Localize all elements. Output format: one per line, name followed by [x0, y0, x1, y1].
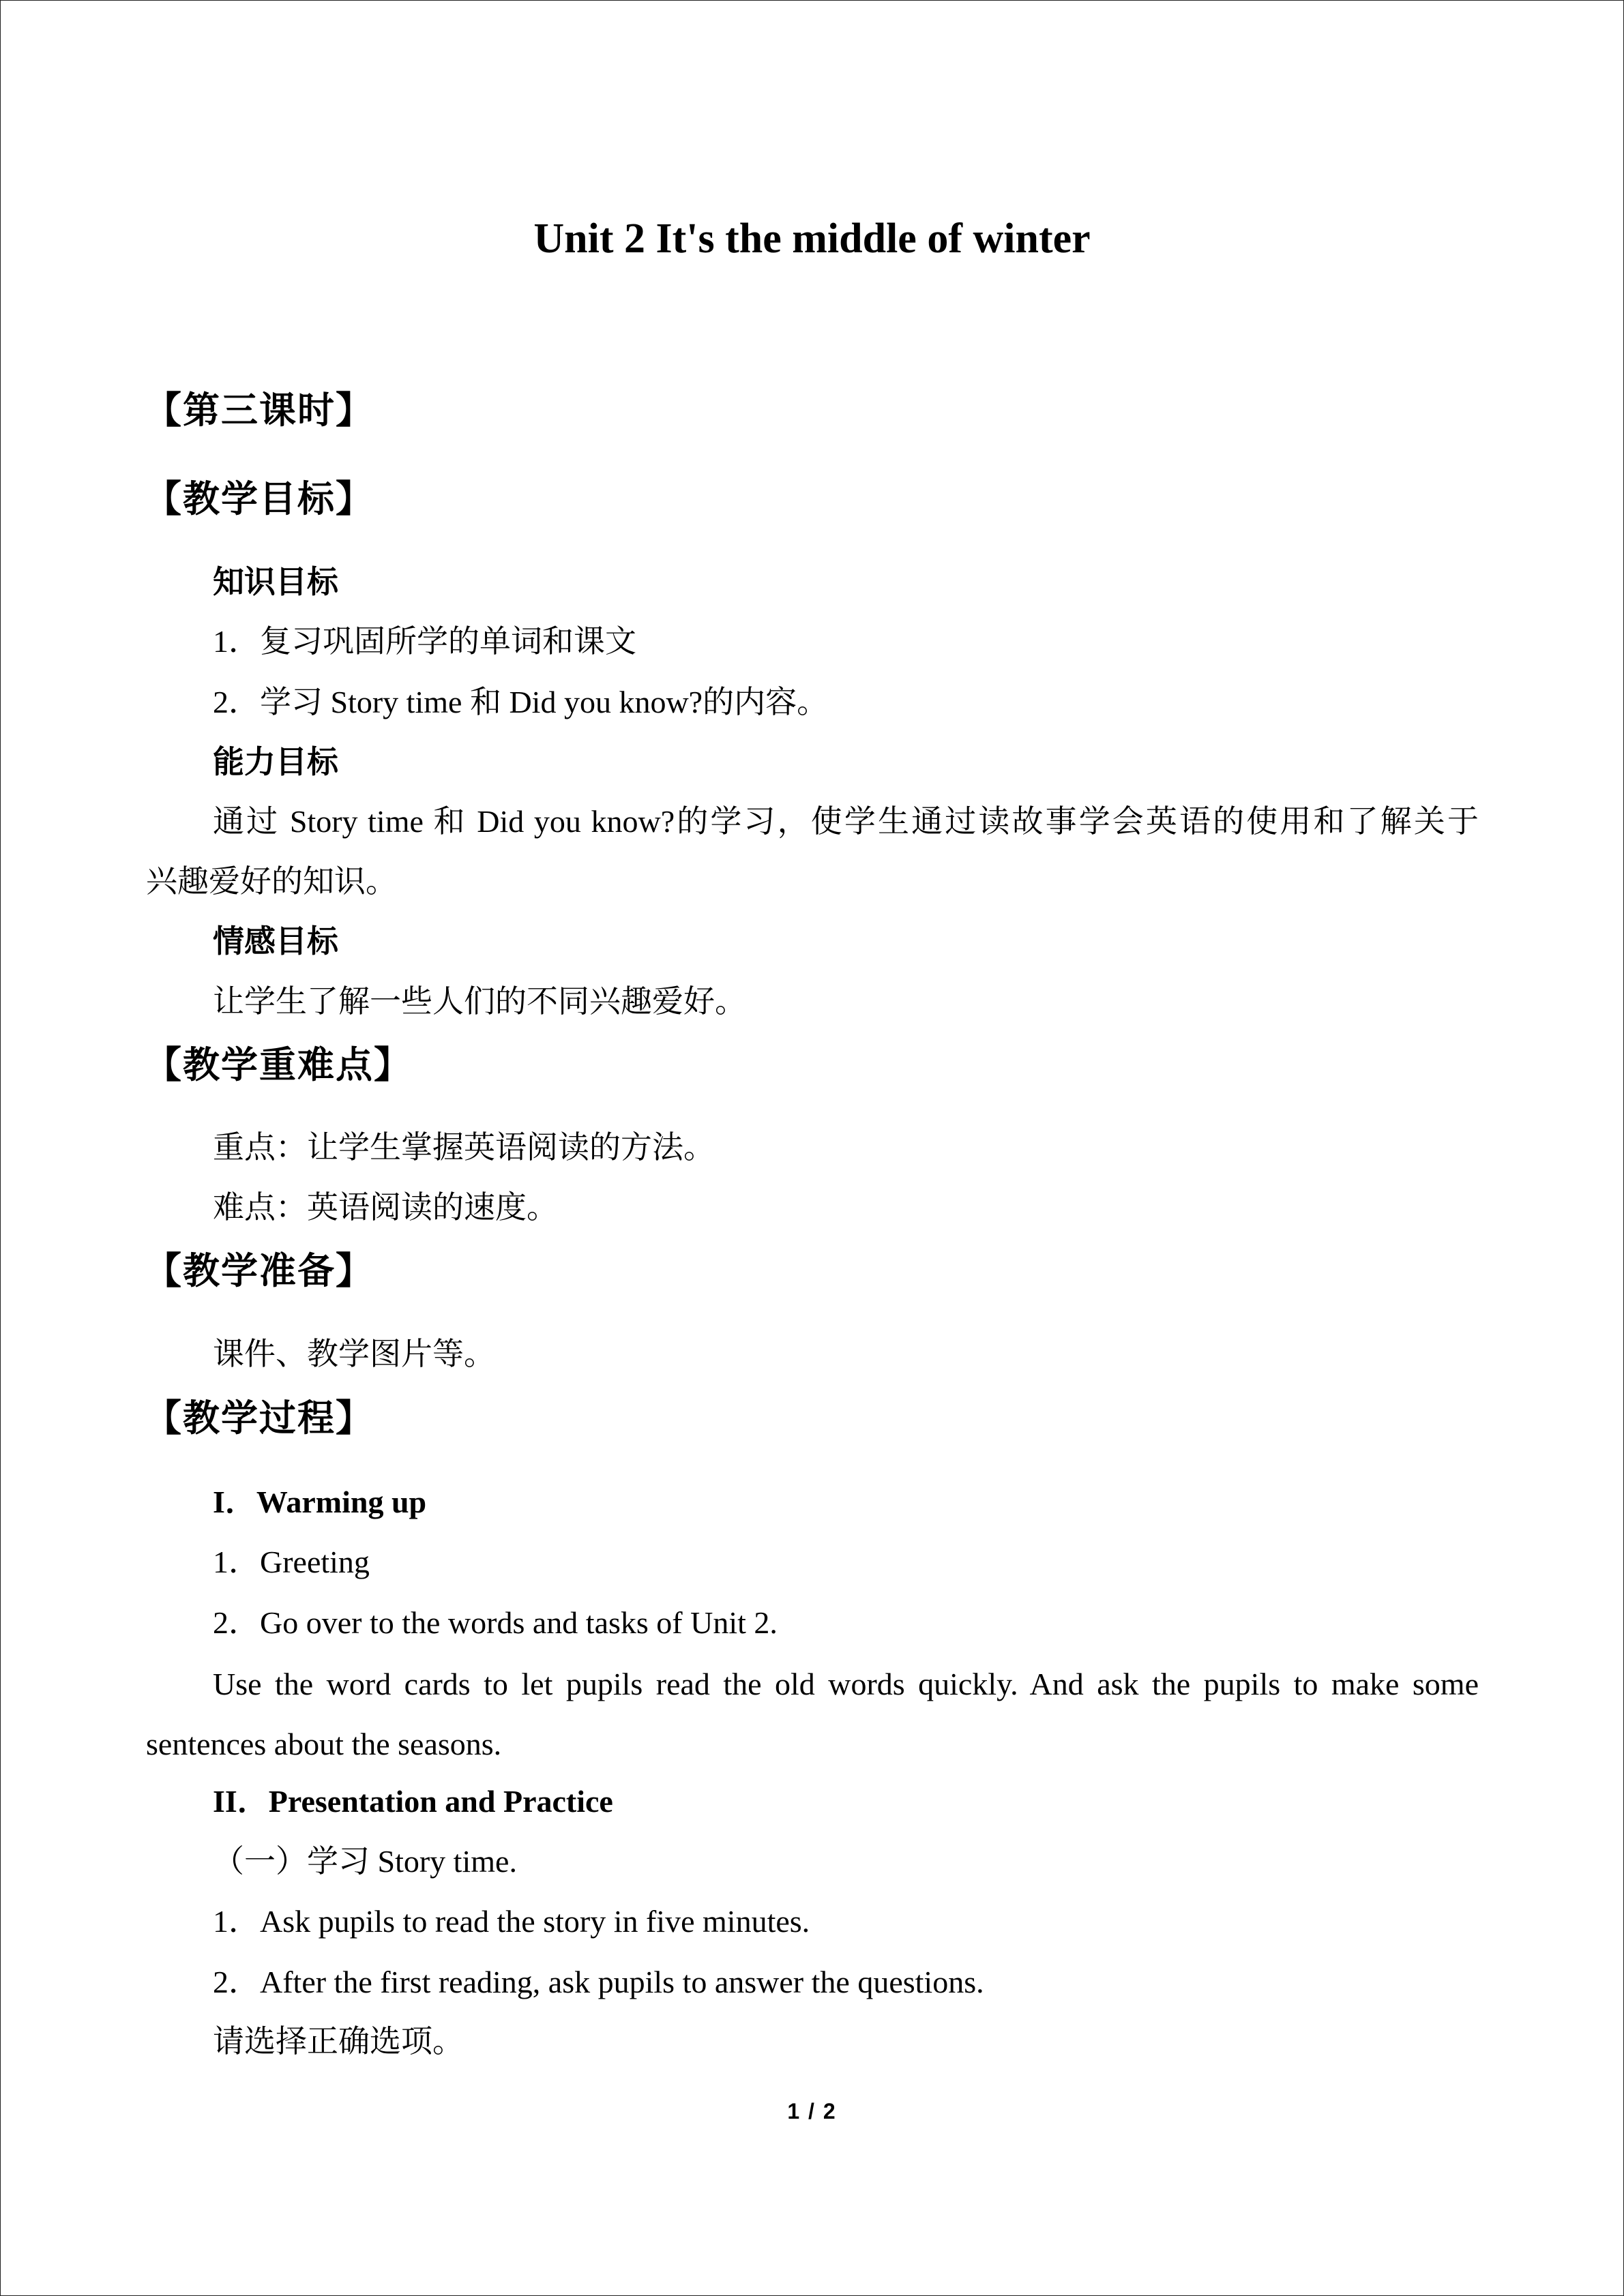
part1-item: 2．Go over to the words and tasks of Unit 2.: [213, 1605, 778, 1640]
preparation-heading: 【教学准备】: [145, 1249, 374, 1292]
ability-text-line1: 通过 Story time 和 Did you know?的学习，使学生通过读故事学会英语的使用和了解关于: [213, 804, 1479, 839]
part1-item: 1．Greeting: [213, 1545, 370, 1579]
knowledge-item: 1．复习巩固所学的单词和课文: [213, 624, 636, 659]
process-heading: 【教学过程】: [145, 1397, 374, 1440]
part2-note: 请选择正确选项。: [213, 2024, 464, 2059]
lesson-heading: 【第三课时】: [145, 389, 374, 432]
part2-item: 2．After the first reading, ask pupils to answer the questions.: [213, 1965, 984, 1999]
emotion-text: 让学生了解一些人们的不同兴趣爱好。: [213, 984, 746, 1019]
part1-title: I．Warming up: [213, 1485, 427, 1519]
document-title: Unit 2 It's the middle of winter: [533, 215, 1091, 262]
knowledge-title: 知识目标: [213, 563, 338, 600]
part1-para-line1: Use the word cards to let pupils read the old words quickly. And ask the pupils to make some: [213, 1667, 1479, 1701]
difficulty-text: 难点：英语阅读的速度。: [213, 1190, 558, 1225]
page-number: 1 / 2: [787, 2099, 837, 2123]
emotion-title: 情感目标: [213, 923, 338, 959]
part2-sub: （一）学习 Story time.: [213, 1844, 517, 1879]
part2-item: 1．Ask pupils to read the story in five minutes.: [213, 1904, 810, 1939]
key-points-heading: 【教学重难点】: [145, 1043, 412, 1086]
focus-text: 重点：让学生掌握英语阅读的方法。: [213, 1130, 715, 1165]
knowledge-item: 2．学习 Story time 和 Did you know?的内容。: [213, 685, 829, 719]
part1-para-line2: sentences about the seasons.: [146, 1727, 502, 1761]
preparation-text: 课件、教学图片等。: [213, 1337, 495, 1371]
ability-title: 能力目标: [213, 743, 338, 780]
part2-title: II．Presentation and Practice: [213, 1784, 613, 1819]
ability-text-line2: 兴趣爱好的知识。: [146, 864, 397, 899]
objectives-heading: 【教学目标】: [145, 477, 374, 520]
